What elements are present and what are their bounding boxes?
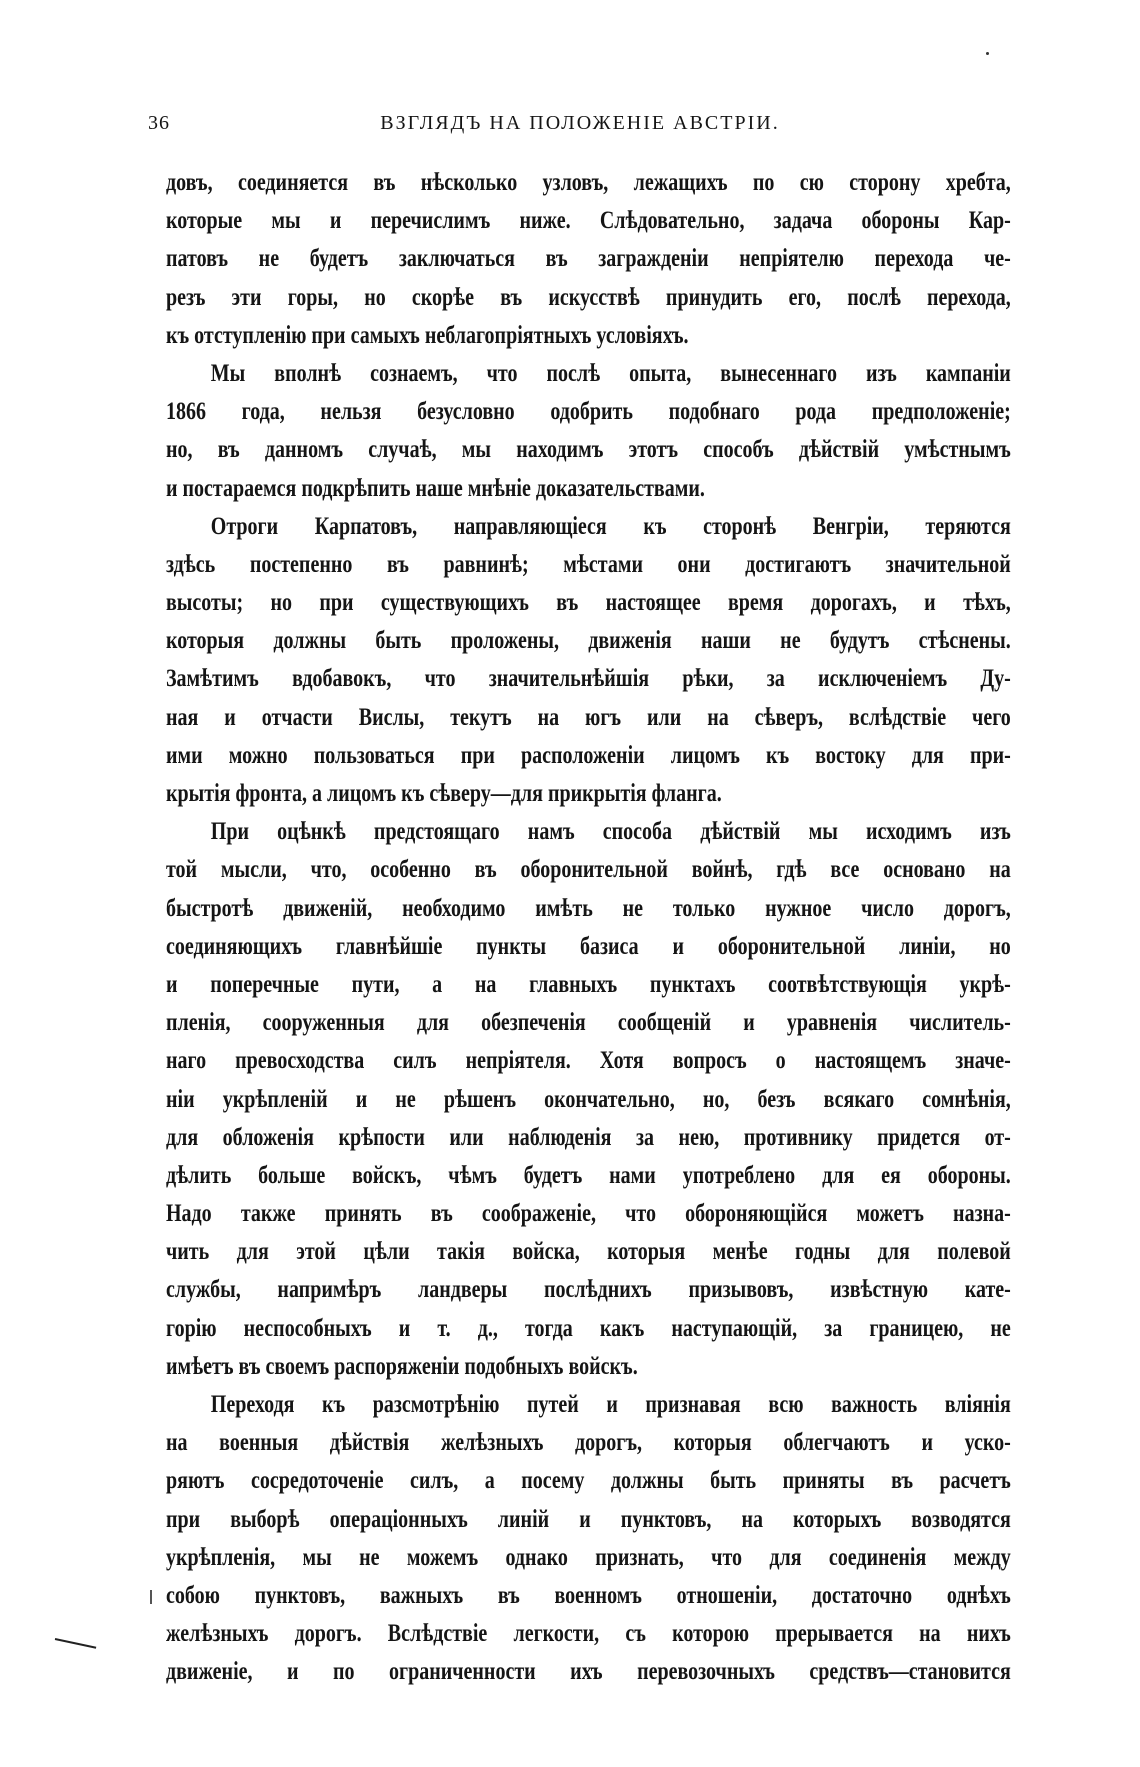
text-line: резъ эти горы, но скорѣе въ искусствѣ принудить его, послѣ перехода, bbox=[166, 283, 1011, 311]
text-line: той мысли, что, особенно въ оборонительной войнѣ, гдѣ все основано на bbox=[166, 856, 1011, 884]
page-header bbox=[148, 112, 1012, 142]
text-line: довъ, соединяется въ нѣсколько узловъ, лежащихъ по сю сторону хребта, bbox=[166, 169, 1011, 196]
text-line: Замѣтимъ вдобавокъ, что значительнѣйшія рѣки, за исключеніемъ Ду- bbox=[166, 665, 1011, 693]
paragraph-first-line: Отроги Карпатовъ, направляющіеся къ сторонѣ Венгріи, теряются bbox=[210, 512, 1011, 540]
text-line: желѣзныхъ дорогъ. Вслѣдствіе легкости, съ которою прерывается на нихъ bbox=[166, 1620, 1011, 1648]
text-line: крытія фронта, а лицомъ къ сѣверу—для прикрытія фланга. bbox=[166, 780, 722, 807]
text-line: движеніе, и по ограниченности ихъ перевозочныхъ средствъ—становится bbox=[166, 1658, 1011, 1686]
text-line: службы, напримѣръ ландверы послѣднихъ призывовъ, извѣстную кате- bbox=[166, 1276, 1011, 1304]
paragraph-first-line: При оцѣнкѣ предстоящаго намъ способа дѣйствій мы исходимъ изъ bbox=[210, 818, 1011, 846]
scan-mark bbox=[55, 1638, 96, 1649]
text-line: горію неспособныхъ и т. д., тогда какъ наступающій, за границею, не bbox=[166, 1314, 1011, 1342]
text-line: которые мы и перечислимъ ниже. Слѣдовательно, задача обороны Кар- bbox=[166, 207, 1011, 235]
text-line: которыя должны быть проложены, движенія наши не будутъ стѣснены. bbox=[166, 627, 1011, 655]
text-line: на военныя дѣйствія желѣзныхъ дорогъ, которыя облегчаютъ и уско- bbox=[166, 1429, 1011, 1457]
scan-speck bbox=[986, 52, 989, 55]
scan-mark bbox=[150, 1590, 152, 1604]
text-line: и поперечные пути, а на главныхъ пунктахъ соотвѣтствующія укрѣ- bbox=[166, 970, 1011, 998]
body-text bbox=[166, 164, 1011, 1692]
text-line: ряютъ сосредоточеніе силъ, а посему должны быть приняты въ расчетъ bbox=[166, 1467, 1011, 1495]
text-line: дѣлить больше войскъ, чѣмъ будетъ нами употреблено для ея обороны. bbox=[166, 1161, 1011, 1189]
text-line: для обложенія крѣпости или наблюденія за нею, противнику придется от- bbox=[166, 1123, 1011, 1151]
running-title: ВЗГЛЯДЪ НА ПОЛОЖЕНІЕ АВСТРІИ. bbox=[380, 112, 780, 134]
text-line: ніи укрѣпленій и не рѣшенъ окончательно, но, безъ всякаго сомнѣнія, bbox=[166, 1085, 1011, 1113]
text-line: ная и отчасти Вислы, текутъ на югъ или на сѣверъ, вслѣдствіе чего bbox=[166, 703, 1011, 731]
text-line: къ отступленію при самыхъ неблагопріятныхъ условіяхъ. bbox=[166, 321, 689, 349]
text-line: чить для этой цѣли такія войска, которыя менѣе годны для полевой bbox=[166, 1238, 1011, 1266]
text-line: соединяющихъ главнѣйшіе пункты базиса и оборонительной линіи, но bbox=[166, 932, 1011, 960]
text-line: пленія, сооруженныя для обезпеченія сообщеній и уравненія числитель- bbox=[166, 1009, 1011, 1037]
text-line: имѣетъ въ своемъ распоряженіи подобныхъ войскъ. bbox=[166, 1352, 638, 1380]
paragraph-first-line: Переходя къ разсмотрѣнію путей и признавая всю важность вліянія bbox=[210, 1391, 1011, 1418]
text-line: наго превосходства силъ непріятеля. Хотя вопросъ о настоящемъ значе- bbox=[166, 1047, 1011, 1075]
text-line: здѣсь постепенно въ равнинѣ; мѣстами они достигаютъ значительной bbox=[166, 550, 1011, 578]
text-line: патовъ не будетъ заключаться въ загражденіи непріятелю перехода че- bbox=[166, 245, 1011, 273]
text-line: и постараемся подкрѣпить наше мнѣніе доказательствами. bbox=[166, 474, 705, 502]
page-number: 36 bbox=[148, 112, 170, 134]
text-line: 1866 года, нельзя безусловно одобрить подобнаго рода предположеніе; bbox=[166, 398, 1011, 426]
text-line: быстротѣ движеній, необходимо имѣть не только нужное число дорогъ, bbox=[166, 894, 1011, 922]
text-line: при выборѣ операціонныхъ линій и пунктовъ, на которыхъ возводятся bbox=[166, 1505, 1011, 1533]
text-line: собою пунктовъ, важныхъ въ военномъ отношеніи, достаточно однѣхъ bbox=[166, 1581, 1011, 1609]
text-line: ими можно пользоваться при расположеніи лицомъ къ востоку для при- bbox=[166, 741, 1011, 769]
text-line: но, въ данномъ случаѣ, мы находимъ этотъ способъ дѣйствій умѣстнымъ bbox=[166, 436, 1011, 464]
text-line: высоты; но при существующихъ въ настоящее время дорогахъ, и тѣхъ, bbox=[166, 589, 1011, 617]
paragraph-first-line: Мы вполнѣ сознаемъ, что послѣ опыта, вынесеннаго изъ кампаніи bbox=[210, 359, 1011, 387]
text-line: Надо также принять въ соображеніе, что обороняющійся можетъ назна- bbox=[166, 1200, 1011, 1228]
text-line: укрѣпленія, мы не можемъ однако признать, что для соединенія между bbox=[166, 1543, 1011, 1571]
